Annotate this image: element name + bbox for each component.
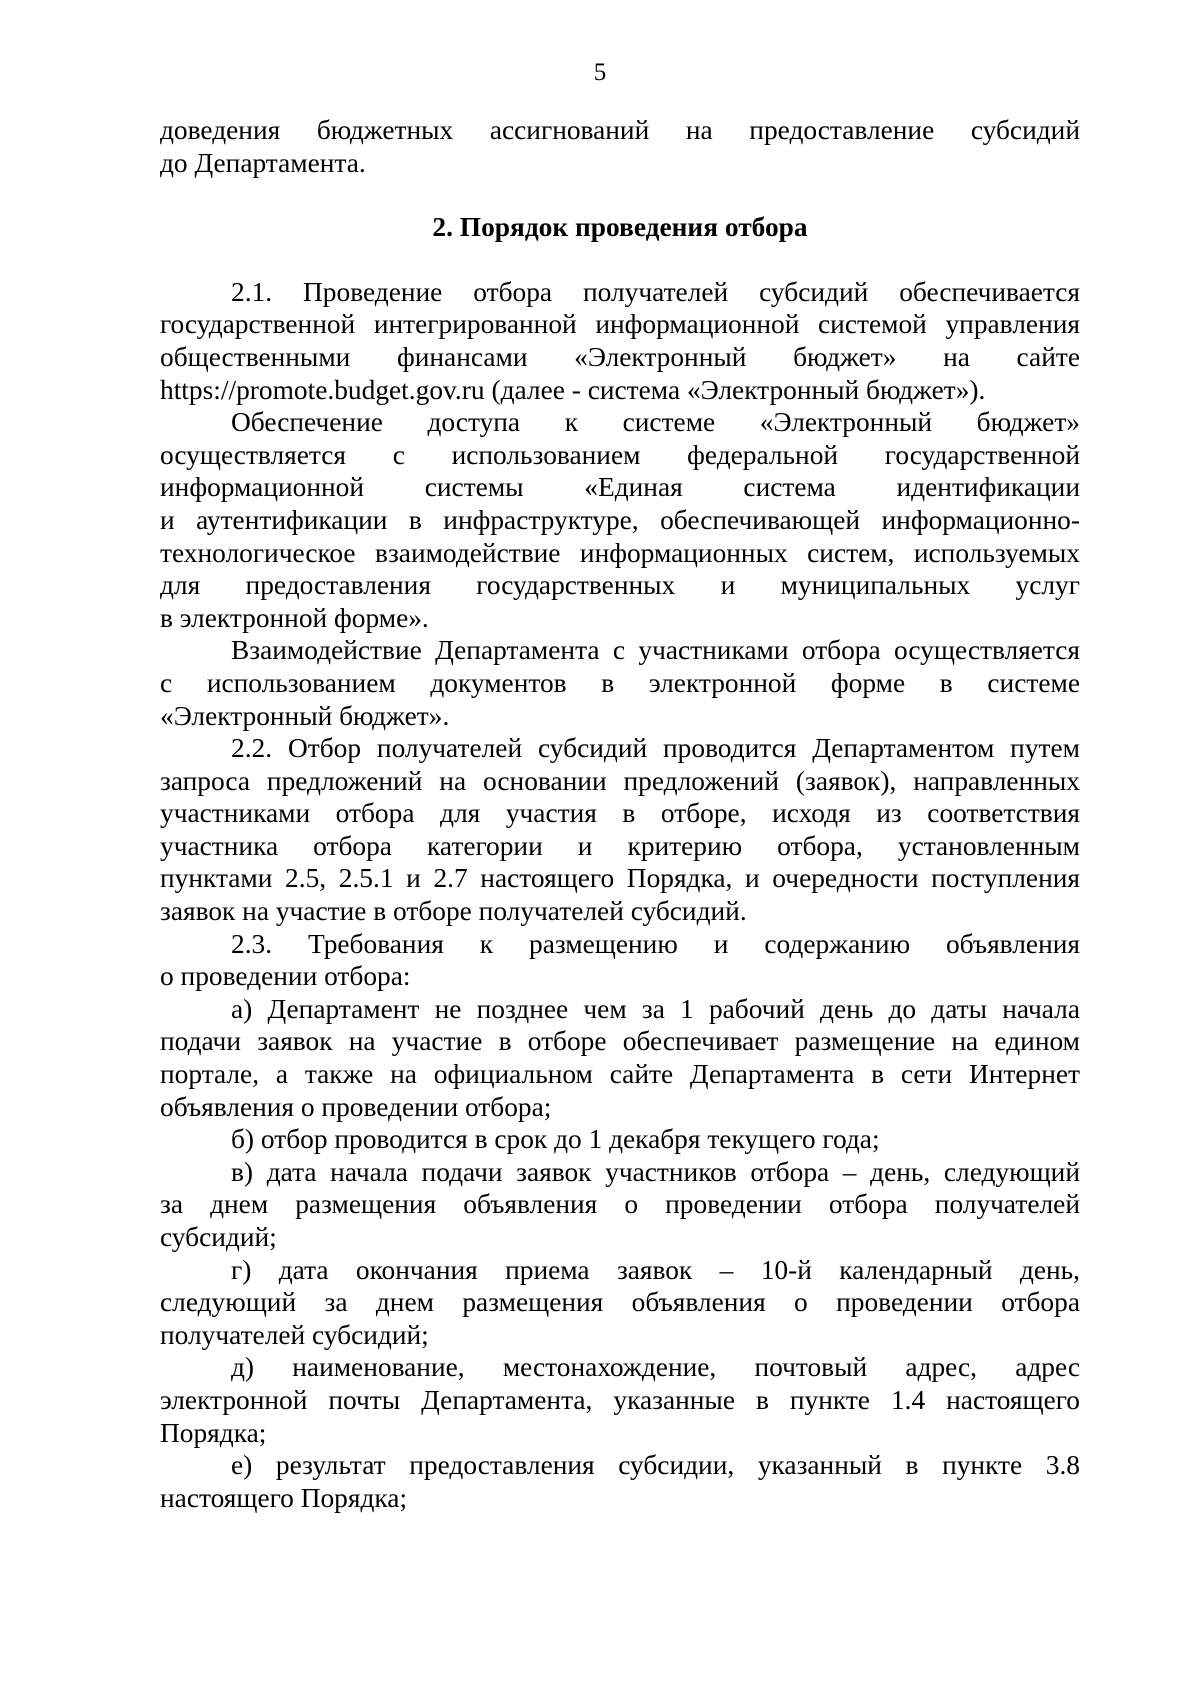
paragraph-line: общественными финансами «Электронный бюджет» на сайте — [160, 341, 1080, 372]
paragraph-line: заявок на участие в отборе получателей субсидий. — [160, 896, 747, 927]
paragraph — [160, 1449, 1080, 1514]
paragraph-line: пунктами 2.5, 2.5.1 и 2.7 настоящего Порядка, и очередности поступления — [160, 863, 1080, 894]
section-title: 2. Порядок проведения отбора — [432, 212, 808, 243]
paragraphs — [160, 276, 1080, 1515]
paragraph-line: информационной системы «Единая система идентификации — [160, 472, 1080, 503]
paragraph-line: Обеспечение доступа к системе «Электронный бюджет» — [231, 407, 1080, 438]
paragraph-line: объявления о проведении отбора; — [160, 1091, 552, 1122]
paragraph-line: 2.3. Требования к размещению и содержанию объявления — [231, 928, 1080, 959]
paragraph-line: для предоставления государственных и муниципальных услуг — [160, 570, 1080, 601]
paragraph-line: Взаимодействие Департамента с участниками отбора осуществляется — [231, 635, 1080, 666]
paragraph — [160, 406, 1080, 634]
paragraph-line: https://promote.budget.gov.ru (далее - система «Электронный бюджет»). — [160, 374, 986, 405]
paragraph-line: г) дата окончания приема заявок – 10-й календарный день, — [231, 1254, 1080, 1285]
paragraph-line: субсидий; — [160, 1222, 277, 1252]
paragraph-line: и аутентификации в инфраструктуре, обеспечивающей информационно- — [160, 504, 1080, 535]
intro-line: до Департамента. — [160, 147, 366, 178]
paragraph-line: настоящего Порядка; — [160, 1482, 408, 1513]
paragraph-line: 2.2. Отбор получателей субсидий проводится Департаментом путем — [231, 733, 1080, 764]
intro-paragraph — [160, 114, 1080, 179]
paragraph-line: участниками отбора для участия в отборе, исходя из соответствия — [160, 798, 1080, 829]
paragraph-line: с использованием документов в электронной форме в системе — [160, 667, 1080, 698]
paragraph-line: участника отбора категории и критерию отбора, установленным — [160, 830, 1080, 861]
paragraph — [160, 634, 1080, 732]
paragraph-line: е) результат предоставления субсидии, указанный в пункте 3.8 — [231, 1450, 1080, 1481]
paragraph-line: д) наименование, местонахождение, почтовый адрес, адрес — [231, 1352, 1080, 1383]
paragraph-line: а) Департамент не позднее чем за 1 рабочий день до даты начала — [231, 993, 1080, 1024]
paragraph — [160, 928, 1080, 993]
paragraph — [160, 732, 1080, 928]
paragraph — [160, 1156, 1080, 1254]
paragraph — [160, 1123, 1080, 1156]
paragraph — [160, 1254, 1080, 1352]
paragraph-line: за днем размещения объявления о проведении отбора получателей — [160, 1189, 1080, 1220]
paragraph-line: в электронной форме». — [160, 602, 429, 633]
paragraph-line: электронной почты Департамента, указанные в пункте 1.4 настоящего — [160, 1384, 1080, 1415]
paragraph-line: «Электронный бюджет». — [160, 700, 450, 731]
paragraph-line: получателей субсидий; — [160, 1319, 429, 1350]
paragraph-line: портале, а также на официальном сайте Департамента в сети Интернет — [160, 1059, 1080, 1090]
document-body — [160, 114, 1080, 1514]
paragraph-line: запроса предложений на основании предложений (заявок), направленных — [160, 765, 1080, 796]
paragraph-line: 2.1. Проведение отбора получателей субсидий обеспечивается — [231, 276, 1080, 307]
paragraph-line: следующий за днем размещения объявления о проведении отбора — [160, 1287, 1080, 1318]
paragraph-line: в) дата начала подачи заявок участников отбора – день, следующий — [231, 1156, 1080, 1187]
paragraph-line: осуществляется с использованием федеральной государственной — [160, 439, 1080, 470]
paragraph-line: Порядка; — [160, 1417, 267, 1448]
page-number: 5 — [593, 59, 607, 86]
paragraph-line: государственной интегрированной информационной системой управления — [160, 309, 1080, 340]
intro-line: доведения бюджетных ассигнований на предоставление субсидий — [160, 115, 1080, 145]
paragraph-line: о проведении отбора: — [160, 961, 411, 992]
paragraph-line: б) отбор проводится в срок до 1 декабря текущего года; — [231, 1124, 880, 1155]
paragraph — [160, 993, 1080, 1123]
paragraph-line: подачи заявок на участие в отборе обеспечивает размещение на едином — [160, 1026, 1080, 1057]
paragraph — [160, 1351, 1080, 1449]
paragraph — [160, 276, 1080, 406]
paragraph-line: технологическое взаимодействие информационных систем, используемых — [160, 537, 1080, 568]
